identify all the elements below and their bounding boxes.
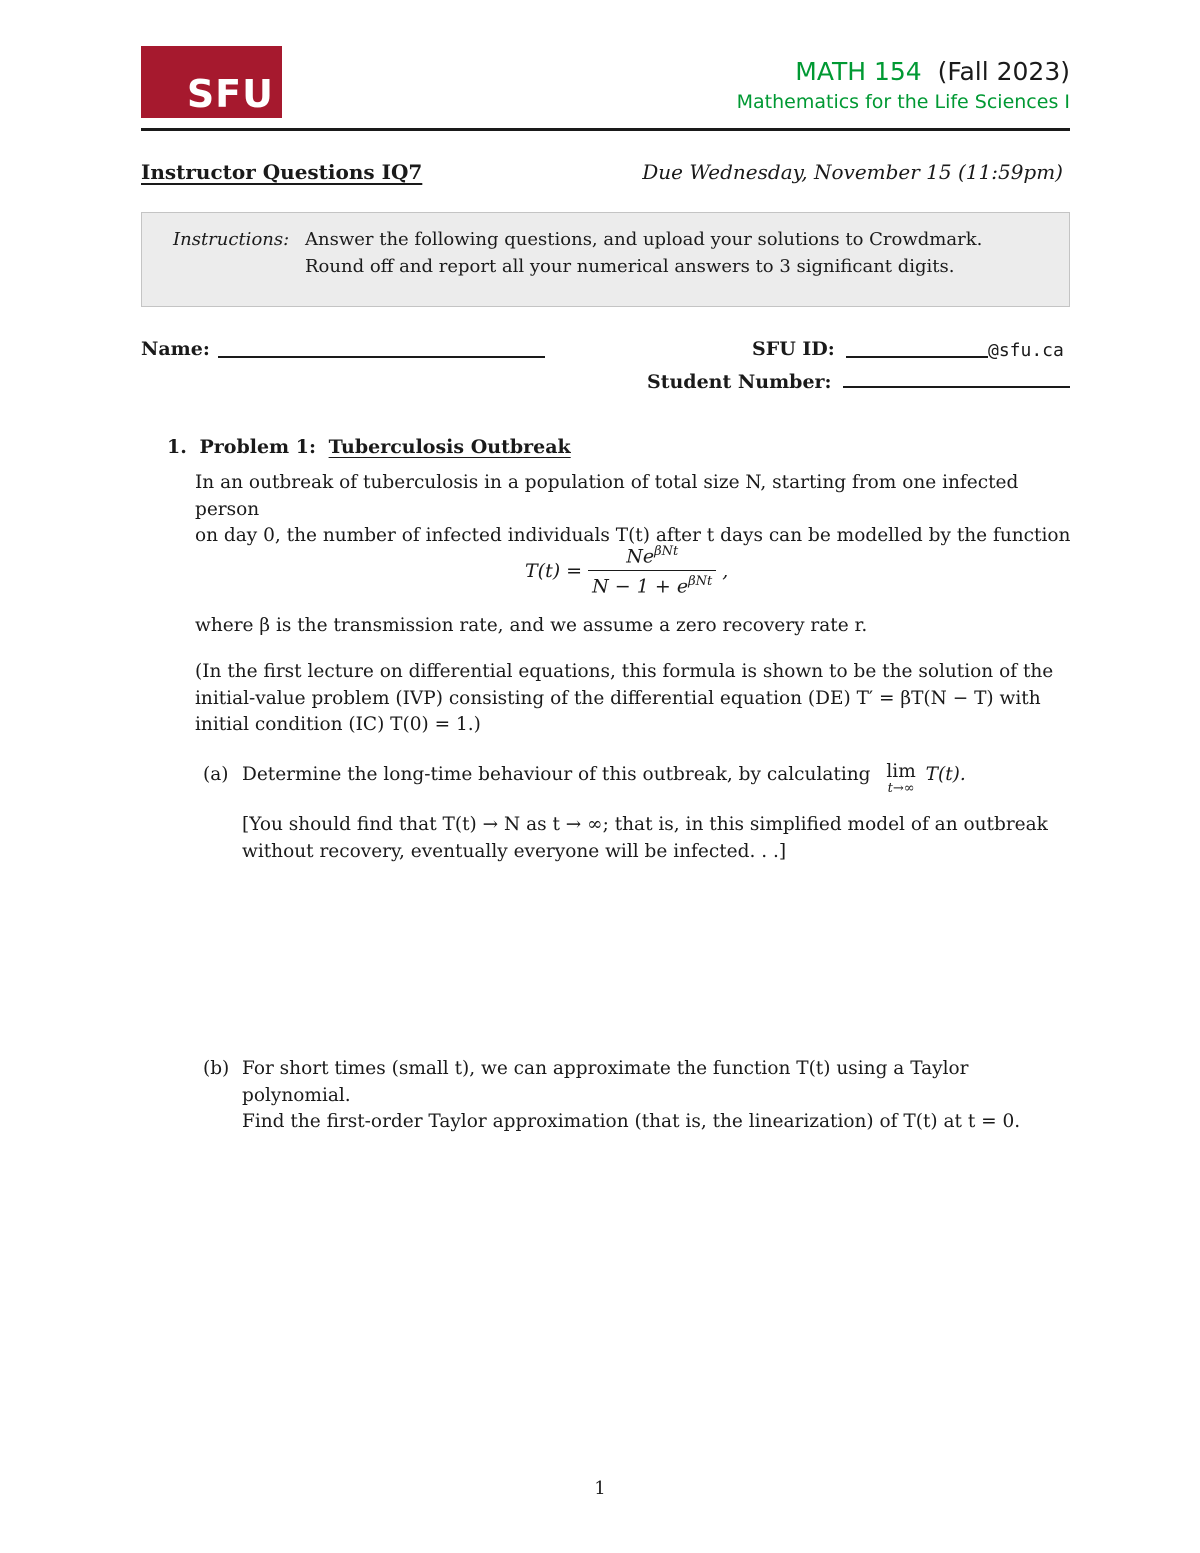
instructions-label: Instructions: bbox=[173, 229, 290, 250]
problem-heading bbox=[167, 436, 571, 458]
formula-denominator bbox=[588, 570, 716, 597]
lim-expression: T(t). bbox=[925, 764, 966, 785]
page-number: 1 bbox=[594, 1478, 606, 1499]
sfu-logo bbox=[141, 46, 282, 118]
note-line-3: initial condition (IC) T(0) = 1.) bbox=[195, 714, 481, 735]
part-a-question bbox=[242, 762, 966, 796]
intro-line-2: on day 0, the number of infected individuals T(t) after t days can be modelled by the function bbox=[195, 525, 1071, 546]
part-b-question bbox=[242, 1056, 1082, 1136]
formula bbox=[525, 544, 728, 598]
sfu-id-label: SFU ID: bbox=[752, 338, 835, 360]
course-name: Mathematics for the Life Sciences I bbox=[736, 91, 1070, 113]
student-number-label: Student Number: bbox=[647, 371, 832, 393]
course-code: MATH 154 bbox=[795, 57, 922, 86]
name-label: Name: bbox=[141, 338, 210, 360]
formula-comma: , bbox=[722, 559, 729, 582]
formula-numerator bbox=[622, 544, 682, 570]
instructions-line-2: Round off and report all your numerical answers to 3 significant digits. bbox=[305, 256, 955, 277]
student-number-field[interactable] bbox=[843, 386, 1070, 388]
formula-fraction bbox=[588, 544, 716, 598]
part-a-text: Determine the long-time behaviour of this outbreak, by calculating bbox=[242, 764, 871, 785]
hint-line-1: [You should find that T(t) → N as t → ∞; that is, in this simplified model of an outbreak bbox=[242, 814, 1048, 835]
hint-line-2: without recovery, eventually everyone will be infected. . .] bbox=[242, 840, 787, 862]
part-b-label: (b) bbox=[203, 1058, 230, 1079]
problem-topic: Tuberculosis Outbreak bbox=[328, 436, 571, 458]
instructions-box bbox=[141, 212, 1070, 307]
part-a-label: (a) bbox=[203, 764, 229, 785]
header-rule bbox=[141, 128, 1070, 131]
lim-word: lim bbox=[886, 761, 916, 782]
name-field[interactable] bbox=[218, 356, 545, 358]
sfu-id-suffix: @sfu.ca bbox=[988, 340, 1064, 361]
logo-text: SFU bbox=[186, 72, 274, 116]
instructions-text bbox=[305, 226, 982, 280]
intro-line-1: In an outbreak of tuberculosis in a population of total size N, starting from one infected person bbox=[195, 472, 1019, 520]
formula-lhs: T(t) = bbox=[525, 559, 583, 582]
assignment-title: Instructor Questions IQ7 bbox=[141, 160, 423, 184]
formula-den-base: N − 1 + e bbox=[592, 575, 689, 598]
part-b-line-2: Find the first-order Taylor approximation (that is, the linearization) of T(t) at t = 0. bbox=[242, 1111, 1021, 1132]
formula-num-exp: βNt bbox=[654, 544, 679, 559]
note-line-1: (In the first lecture on differential equations, this formula is shown to be the solution of the bbox=[195, 661, 1054, 682]
course-header bbox=[737, 56, 1070, 116]
problem-number: 1. bbox=[167, 436, 187, 458]
sfu-id-field[interactable] bbox=[846, 356, 988, 358]
formula-num-base: Ne bbox=[626, 545, 655, 568]
lim-subscript: t→∞ bbox=[887, 781, 915, 796]
problem-intro bbox=[195, 470, 1075, 550]
part-a-hint bbox=[242, 812, 1082, 865]
note-line-2: initial-value problem (IVP) consisting of the differential equation (DE) T′ = βT(N − T) with bbox=[195, 687, 1041, 709]
instructions-line-1: Answer the following questions, and upload your solutions to Crowdmark. bbox=[305, 229, 983, 250]
where-line: where β is the transmission rate, and we assume a zero recovery rate r. bbox=[195, 615, 868, 636]
course-term: (Fall 2023) bbox=[937, 57, 1070, 86]
course-title-line bbox=[737, 56, 1070, 88]
formula-den-exp: βNt bbox=[688, 574, 713, 590]
problem-label: Problem 1: bbox=[199, 436, 316, 458]
ivp-note bbox=[195, 659, 1075, 739]
due-date: Due Wednesday, November 15 (11:59pm) bbox=[642, 160, 1063, 184]
limit-operator bbox=[886, 762, 915, 796]
part-b-line-1: For short times (small t), we can approximate the function T(t) using a Taylor polynomial. bbox=[242, 1058, 969, 1106]
